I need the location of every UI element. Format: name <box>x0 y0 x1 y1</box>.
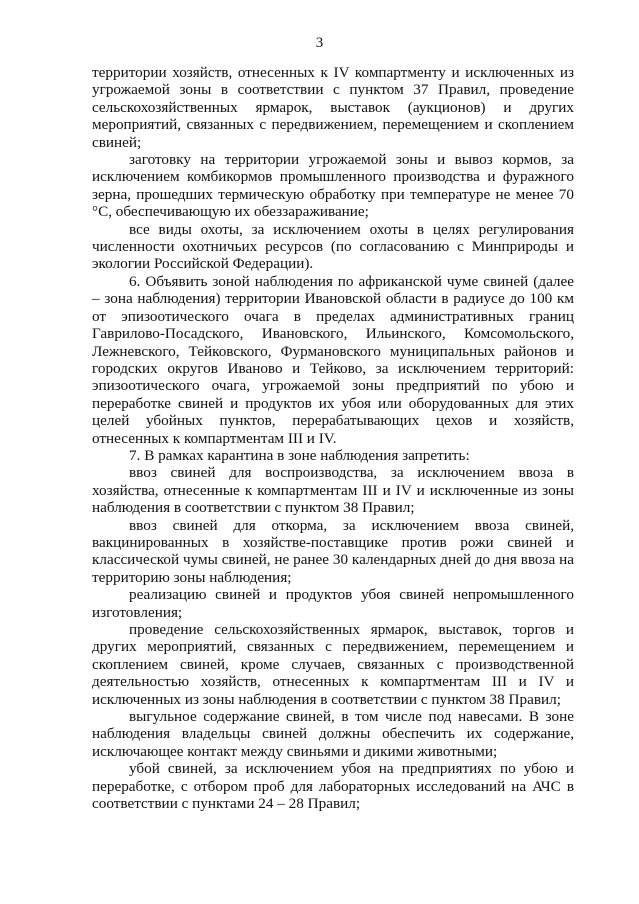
paragraph-breeding-import-ban: ввоз свиней для воспроизводства, за исключением ввоза в хозяйства, отнесенные к компартментам III и IV и исключенные из зоны наблюдения в соответствии с пунктом 38 Правил; <box>92 464 574 517</box>
paragraph-item-7: 7. В рамках карантина в зоне наблюдения запретить: <box>129 446 470 464</box>
paragraph-free-range-ban: выгульное содержание свиней, в том числе под навесами. В зоне наблюдения владельцы свиней должны обеспечить их содержание, исключающее контакт между свиньями и дикими животными; <box>92 708 574 760</box>
paragraph-sale-ban: реализацию свиней и продуктов убоя свиней непромышленного изготовления; <box>92 586 574 621</box>
paragraph-slaughter-ban: убой свиней, за исключением убоя на предприятиях по убою и переработке, с отбором проб для лабораторных исследований на АЧС в соответствии с пунктами 24 – 28 Правил; <box>92 760 574 813</box>
paragraph-fairs-ban: проведение сельскохозяйственных ярмарок, выставок, торгов и других мероприятий, связанных с передвижением, перемещением и скоплением свиней, кроме случаев, связанных с производственной деятельностью хозяйств, отнесенных к компартментам III и IV и исключенных из зоны наблюдения в соответствии с пунктом 38 Правил; <box>92 621 574 708</box>
paragraph-fattening-import-ban: ввоз свиней для откорма, за исключением ввоза свиней, вакцинированных в хозяйстве-поставщике против рожи свиней и классической чумы свиней, не ранее 30 календарных дней до дня ввоза на территорию зоны наблюдения; <box>92 516 574 586</box>
document-body <box>92 64 574 812</box>
paragraph-item-6: 6. Объявить зоной наблюдения по африканской чуме свиней (далее – зона наблюдения) территории Ивановской области в радиусе до 100 км от эпизоотического очага в пределах административных границ Гаврилово-Посадского, Ивановского, Ильинского, Комсомольского, Лежневского, Тейковского, Фурмановского муниципальных районов и городских округов Иваново и Тейково, за исключением территорий: эпизоотического очага, угрожаемой зоны предприятий по убою и переработке свиней и продуктов их убоя или оборудованных для этих целей убойных пунктов, перерабатывающих цехов и хозяйств, отнесенных к компартментам III и IV. <box>92 272 574 447</box>
paragraph-feed-export-ban: заготовку на территории угрожаемой зоны и вывоз кормов, за исключением комбикормов промышленного производства и фуражного зерна, прошедших термическую обработку при температуре не менее 70 °С, обеспечивающую их обеззараживание; <box>92 151 574 221</box>
paragraph-hunting-ban: все виды охоты, за исключением охоты в целях регулирования численности охотничьих ресурсов (по согласованию с Минприроды и экологии Российской Федерации). <box>92 220 574 273</box>
paragraph-continuation: территории хозяйств, отнесенных к IV компартменту и исключенных из угрожаемой зоны в соответствии с пунктом 37 Правил, проведение сельскохозяйственных ярмарок, выставок (аукционов) и других мероприятий, связанных с передвижением, перемещением и скоплением свиней; <box>92 64 574 151</box>
page-number: 3 <box>315 35 324 51</box>
